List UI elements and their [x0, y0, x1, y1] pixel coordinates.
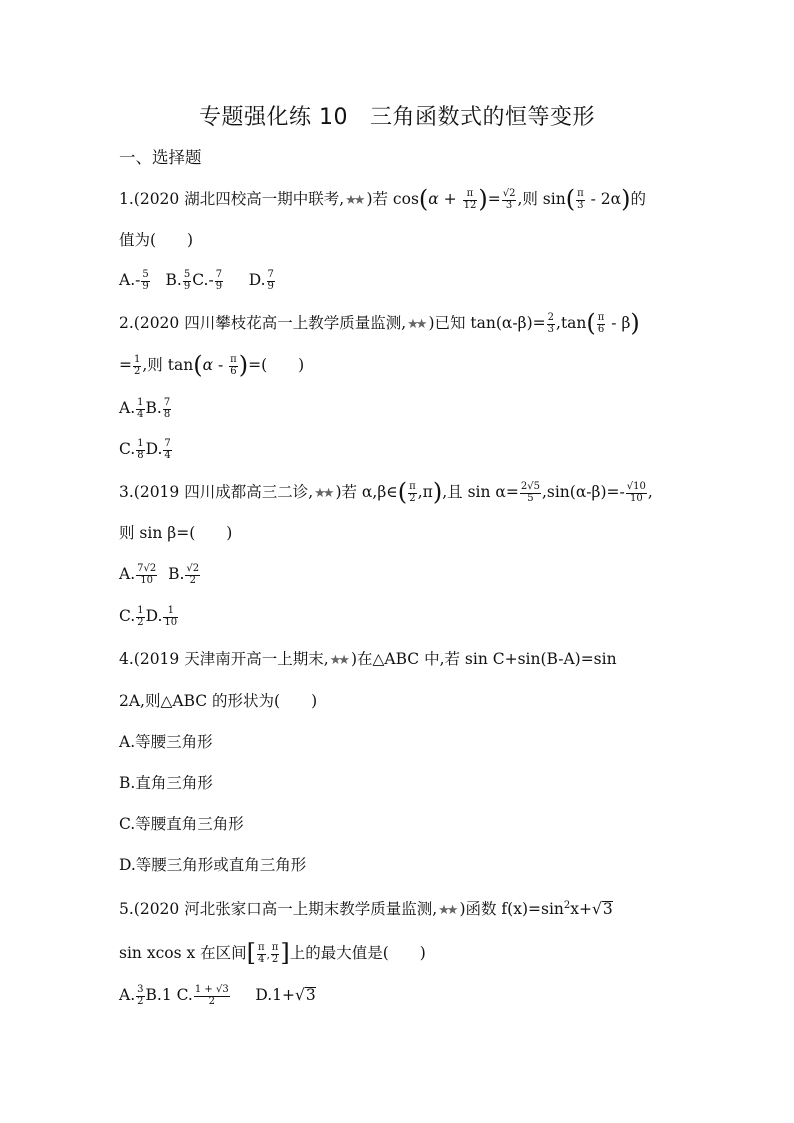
q1-option-d: D. $\frac{7}{9}$: [248, 269, 274, 292]
difficulty-star-icon: ★★: [329, 653, 347, 668]
q1-option-b: B. $\frac{5}{9}$: [165, 269, 191, 292]
difficulty-star-icon: ★★: [407, 317, 425, 332]
title-part-1: 专题强化练 10: [198, 105, 348, 130]
q2-options-row1: [119, 398, 172, 420]
q2-option-a: A. $\frac{1}{4}$: [119, 397, 144, 420]
title-part-2: 三角函数式的恒等变形: [369, 105, 595, 130]
q4-stem-line2: 2A,则△ABC 的形状为( ): [119, 692, 318, 710]
q5-option-a: A. $\frac{3}{2}$: [119, 984, 144, 1007]
q1-stem: 1.(2020 湖北四校高一期中联考,★★ )若 cos(α + $\frac{\pi}{12}$ )= $\frac{√2}{3}$ ,则 sin( $\frac{\pi}{3}$ - 2α)的: [119, 185, 646, 213]
q2-stem: 2.(2020 四川攀枝花高一上教学质量监测,★★ )已知 tan(α-β)= $\frac{2}{3}$ ,tan( $\frac{\pi}{6}$ - β): [119, 309, 640, 337]
q2-options-row2: [119, 439, 173, 461]
sqrt-sign-icon: √: [294, 986, 305, 1004]
q2-option-c: C. $\frac{1}{8}$: [119, 438, 144, 461]
q2-stem-line2: = $\frac{1}{2}$ ,则 tan(α - $\frac{\pi}{6}$ )=( ): [119, 351, 305, 379]
q4-option-d: D.等腰三角形或直角三角形: [119, 856, 307, 874]
q4-stem: 4.(2019 天津南开高一上期末,★★ )在△ABC 中,若 sin C+sin(B-A)=sin: [119, 650, 617, 668]
q1-option-a: A.- $\frac{5}{9}$: [119, 269, 149, 292]
q3-stem-line2: 则 sin β=( ): [119, 524, 233, 542]
difficulty-star-icon: ★★: [314, 486, 332, 501]
section-heading: 一、选择题: [119, 148, 202, 167]
q3-options-row1: [119, 564, 201, 586]
q3-options-row2: [119, 606, 179, 628]
q1-stem-line2: 值为( ): [119, 231, 194, 249]
sqrt-sign-icon: √: [592, 900, 602, 919]
q5-option-b-c: B.1 C. $\frac{1 + √3}{2}$: [145, 984, 229, 1007]
difficulty-star-icon: ★★: [345, 193, 363, 208]
q1-option-c: C.- $\frac{7}{9}$: [192, 269, 223, 292]
q2-option-d: D. $\frac{7}{4}$: [145, 438, 171, 461]
q3-option-d: D. $\frac{1}{10}$: [145, 605, 178, 628]
q5-stem: 5.(2020 河北张家口高一上期末教学质量监测,★★ )函数 $f(x)=\sin^2x+√3$: [119, 900, 613, 919]
q3-option-c: C. $\frac{1}{2}$: [119, 605, 144, 628]
q4-option-a: A.等腰三角形: [119, 733, 213, 751]
q1-options: [119, 270, 276, 292]
q3-stem: 3.(2019 四川成都高三二诊,★★ )若 α,β∈( $\frac{\pi}{2}$ ,π),且 sin α= $\frac{2√5}{5}$ ,sin(α-β)=- $\frac{√10}{10}$ ,: [119, 478, 653, 506]
page-title: [0, 100, 794, 131]
q4-option-c: C.等腰直角三角形: [119, 815, 244, 833]
q4-option-b: B.直角三角形: [119, 774, 213, 792]
q3-option-b: B. $\frac{√2}{2}$: [168, 563, 200, 586]
q5-option-d: D.1+√3: [255, 986, 316, 1004]
q5-stem-line2: sin xcos x 在区间[ $\frac{\pi}{4}$ , $\frac{\pi}{2}$ ]上的最大值是( ): [119, 939, 426, 967]
q3-option-a: A. $\frac{7√2}{10}$: [119, 563, 157, 586]
difficulty-star-icon: ★★: [438, 903, 456, 919]
q2-option-b: B. $\frac{7}{8}$: [145, 397, 171, 420]
q5-options: [119, 985, 316, 1007]
